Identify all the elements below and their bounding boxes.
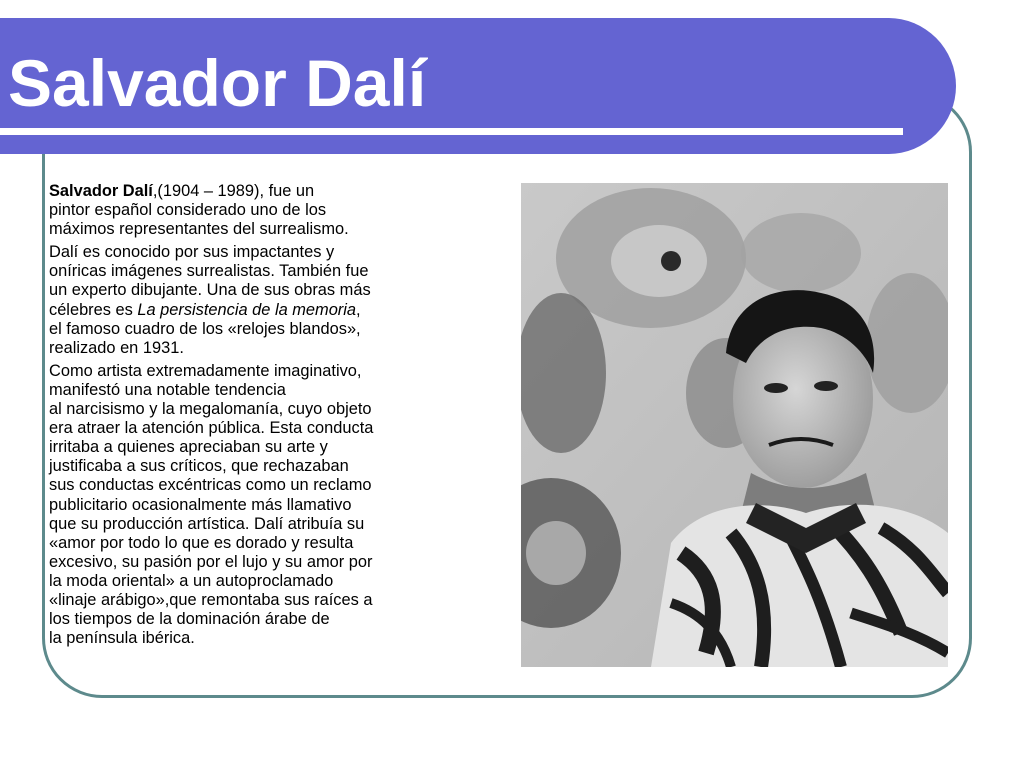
personality-line: era atraer la atención pública. Esta conducta <box>49 419 374 438</box>
personality-line: «linaje arábigo»,que remontaba sus raíces a <box>49 590 373 609</box>
works-line-5: el famoso cuadro de los «relojes blandos», <box>49 319 361 338</box>
personality-line: la moda oriental» a un autoproclamado <box>49 571 334 590</box>
paragraph-works <box>49 243 449 358</box>
portrait-photo <box>521 183 948 667</box>
paragraph-intro <box>49 182 449 239</box>
personality-line: sus conductas excéntricas como un reclamo <box>49 476 372 495</box>
personality-line: justificaba a sus críticos, que rechazaban <box>49 457 349 476</box>
intro-line-2: pintor español considerado uno de los <box>49 201 327 220</box>
personality-line: excesivo, su pasión por el lujo y su amor por <box>49 552 373 571</box>
personality-line: al narcisismo y la megalomanía, cuyo objeto <box>49 400 372 419</box>
works-line-1: Dalí es conocido por sus impactantes y <box>49 243 335 262</box>
personality-line: los tiempos de la dominación árabe de <box>49 610 330 629</box>
personality-line: «amor por todo lo que es dorado y resulta <box>49 533 354 552</box>
intro-line-3: máximos representantes del surrealismo. <box>49 220 349 239</box>
works-line-3: un experto dibujante. Una de sus obras más <box>49 281 371 300</box>
works-suffix: , <box>356 300 361 319</box>
body-text <box>49 182 449 652</box>
personality-line: irritaba a quienes apreciaban su arte y <box>49 438 328 457</box>
personality-line: Como artista extremadamente imaginativo, <box>49 361 362 380</box>
lead-bold-name: Salvador Dalí <box>49 182 153 200</box>
slide-title: Salvador Dalí <box>8 46 427 120</box>
title-underline <box>0 128 903 135</box>
personality-line: que su producción artística. Dalí atribuía su <box>49 514 365 533</box>
personality-line: la península ibérica. <box>49 629 195 648</box>
personality-line: publicitario ocasionalmente más llamativo <box>49 495 352 514</box>
works-line-2: oníricas imágenes surrealistas. También fue <box>49 262 369 281</box>
paragraph-personality <box>49 362 449 648</box>
works-prefix: célebres es <box>49 300 138 319</box>
works-line-6: realizado en 1931. <box>49 338 184 357</box>
personality-line: manifestó una notable tendencia <box>49 380 286 399</box>
intro-line-1: ,(1904 – 1989), fue un <box>152 182 315 200</box>
artwork-title: La persistencia de la memoria <box>137 300 357 319</box>
